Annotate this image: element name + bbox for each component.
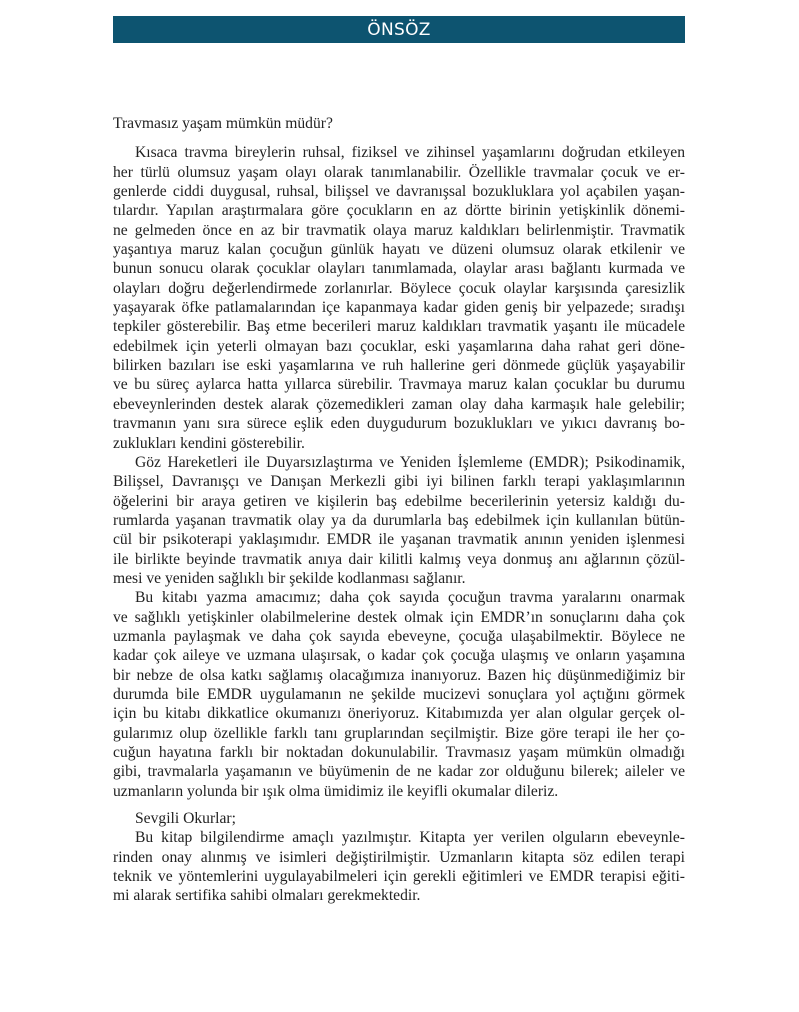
paragraph (113, 143, 685, 453)
text-line: uzmanların yolunda bir ışık olma ümidimiz ile keyifli okumalar dileriz. (113, 782, 559, 800)
text-line: cuğun hayatına farklı bir noktadan dokunulabilir. Travmasız yaşam mümkün olmadığı (113, 744, 685, 761)
text-line: Bu kitap bilgilendirme amaçlı yazılmıştır. Kitapta yer verilen olguların ebeveynle- (135, 829, 685, 847)
subtitle: Travmasız yaşam mümkün müdür? (113, 115, 333, 132)
text-line: bunun sonucu olarak çocuklar olayları tanımlamada, olaylar arası bağlantı kurmada ve (113, 260, 685, 278)
text-line: teknik ve yöntemlerini uygulayabilmeleri için gerekli eğitimleri ve EMDR terapisi eğiti- (113, 868, 685, 886)
text-line: genlerde ciddi duygusal, ruhsal, bilişsel ve davranışsal bozukluklara yol açabilen yaşan- (113, 183, 685, 201)
text-line: ve sağlıklı yetişkinler olabilmelerine destek olmak için EMDR’ın sonuçlarını daha çok (113, 608, 685, 626)
text-line: olayları doğru değerlendirmede zorlanırlar. Böylece çocuk olaylar karşısında çaresizlik (113, 279, 685, 297)
salutation: Sevgili Okurlar; (135, 810, 236, 828)
text-line: tepkiler gösterebilir. Baş etme becerileri maruz kaldıkları travmatik yaşantı ile mücadele (113, 318, 685, 336)
text-line: Kısaca travma bireylerin ruhsal, fiziksel ve zihinsel yaşamlarını doğrudan etkileyen (135, 144, 685, 162)
text-line: tılardır. Yapılan araştırmalara göre çocukların en az dörtte birinin yetişkinlik dönemi- (113, 202, 685, 220)
text-line: bir nebze de olsa katkı sağlamış olacağımıza inanıyoruz. Bazen hiç düşünmediğimiz bir (113, 666, 685, 684)
text-line: gularımız olup özellikle farklı tanı gruplarından seçilmiştir. Bize göre terapi ile her ço- (113, 724, 685, 742)
section-header-bar (113, 16, 685, 43)
text-line: Göz Hareketleri ile Duyarsızlaştırma ve Yeniden İşlemleme (EMDR); Psikodinamik, (135, 453, 685, 471)
text-line: Bu kitabı yazma amacımız; daha çok sayıda çocuğun travma yaralarını onarmak (135, 589, 685, 607)
paragraph (113, 453, 685, 588)
text-line: için bu kitabı dikkatlice okumanızı öneriyoruz. Kitabımızda yer alan olgular gerçek ol- (113, 705, 685, 723)
paragraphs (113, 143, 685, 801)
text-line: ebeveynlerinden destek alarak çözemedikleri zaman olay daha karmaşık hale gelebilir; (113, 395, 685, 413)
text-line: ne gelmeden önce en az bir travmatik olaya maruz kaldıkları belirlenmiştir. Travmatik (113, 221, 685, 239)
text-line: uzmanla paylaşmak ve daha çok sayıda ebeveyne, çocuğa ulaşabilmektir. Böylece ne (113, 627, 685, 645)
closing-paragraph (113, 828, 685, 905)
paragraph (113, 588, 685, 801)
text-line: öğelerini bir araya getiren ve kişilerin baş edebilme becerilerinin yetersiz kaldığı du- (113, 492, 685, 510)
text-line: ve bu süreç aylarca hatta yıllarca sürebilir. Travmaya maruz kalan çocuklar bu durumu (113, 376, 685, 394)
text-line: rumlarda yaşanan travmatik olay ya da durumlarla baş edebilmek için kullanılan bütün- (113, 511, 685, 529)
text-line: kadar çok aileye ve uzmana ulaşırsak, o kadar çok çocuğa ulaşmış ve onların yaşamına (113, 647, 685, 665)
text-line: ile birlikte beyinde travmatik anıya dair kilitli kalmış veya donmuş anı ağlarının çözül- (113, 550, 685, 568)
text-line: bilirken bazıları ise eski yaşamlarına ve ruh hallerine geri dönmede güçlük yaşayabilir (113, 357, 685, 375)
text-line: cül bir psikoterapi yaklaşımıdır. EMDR ile yaşanan travmatik anının yeniden işlenmesi (113, 531, 685, 549)
preface-body (113, 114, 685, 906)
text-line: Bilişsel, Davranışçı ve Danışan Merkezli gibi iyi bilinen farklı terapi yaklaşımlarının (113, 473, 685, 491)
text-line: rinden onay alınmış ve isimleri değiştirilmiştir. Uzmanların kitapta söz edilen terapi (113, 848, 685, 866)
section-title: ÖNSÖZ (367, 20, 431, 40)
text-line: travmanın yanı sıra sürece eşlik eden duygudurum bozuklukları ve yıkıcı davranış bo- (113, 415, 685, 433)
text-line: gibi, travmalarla yaşamanın ve büyümenin de ne kadar zor olduğunu bilerek; aileler ve (113, 763, 685, 781)
text-line: mesi ve yeniden sağlıklı bir şekilde kodlanması sağlanır. (113, 569, 466, 587)
text-line: mi alarak sertifika sahibi olmaları gerekmektedir. (113, 887, 421, 905)
text-line: yaşantıya maruz kalan çocuğun günlük hayatı ve düzeni olumsuz olarak etkilenir ve (113, 241, 685, 259)
text-line: yaşayarak öfke patlamalarından içe kapanmaya kadar giden geniş bir yelpazede; sıradışı (113, 299, 685, 317)
text-line: edebilmek için yeterli olmayan bazı çocuklar, eski yaşamlarına daha rahat geri döne- (113, 337, 685, 355)
text-line: zuklukları kendini gösterebilir. (113, 434, 305, 452)
text-line: her türlü olumsuz yaşam olayı olarak tanımlanabilir. Özellikle travmalar çocuk ve er- (113, 163, 685, 181)
text-line: durumda bile EMDR uygulamanın ne şekilde mucizevi sonuçlara yol açtığını görmek (113, 685, 685, 703)
